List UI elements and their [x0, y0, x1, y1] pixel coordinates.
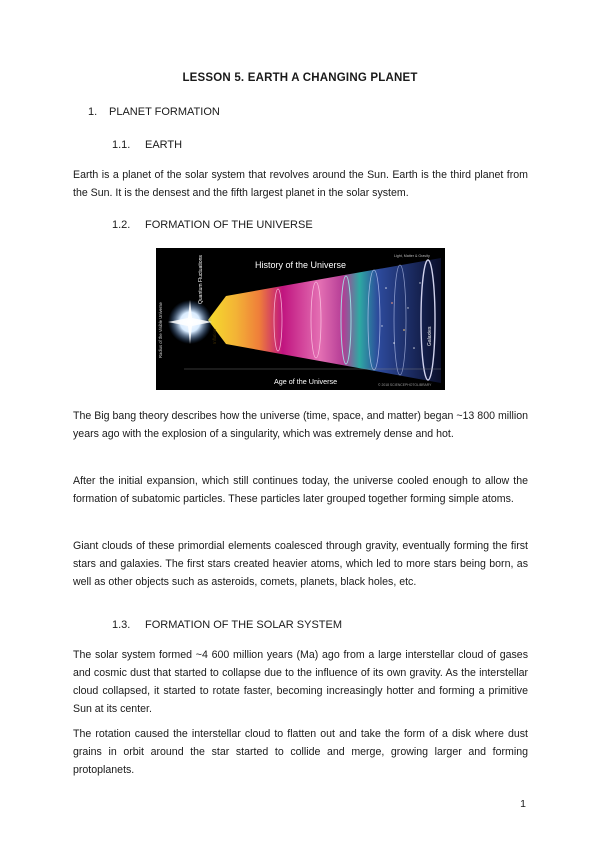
- subsection-number: 1.1.: [112, 139, 131, 151]
- figure-title: History of the Universe: [255, 260, 347, 270]
- section-heading-planet-formation: [88, 106, 220, 118]
- subsection-heading-earth: [112, 139, 182, 151]
- axis-label: Age of the Universe: [274, 377, 338, 386]
- subsection-label: EARTH: [145, 139, 183, 151]
- page-title: LESSON 5. EARTH A CHANGING PLANET: [182, 72, 418, 84]
- paragraph-earth: Earth is a planet of the solar system that revolves around the Sun. Earth is the third planet from the Sun. It is the densest and the fifth largest planet in the solar system.: [73, 169, 528, 199]
- quantum-label: Quantum Fluctuations: [198, 255, 204, 304]
- subsection-number: 1.2.: [112, 219, 131, 231]
- paragraph-solar-disk: The rotation caused the interstellar cloud to flatten out and take the form of a disk where dust grains in orbit around the star started to collide and merge, growing larger and forming protoplanets.: [73, 728, 528, 776]
- paragraph-solar-formation: The solar system formed ~4 600 million years (Ma) ago from a large interstellar cloud of gases and cosmic dust that started to collapse due to the influence of its own gravity. As the interstellar cloud collapsed, it started to rotate faster, becoming increasingly hotter and forming a primitive Sun at its center.: [73, 649, 528, 715]
- paragraph-clouds: Giant clouds of these primordial elements coalesced through gravity, eventually forming the first stars and galaxies. The first stars created heavier atoms, which led to more stars being born, as well as other objects such as asteroids, comets, planets, black holes, etc.: [73, 540, 528, 588]
- subsection-heading-solar-system: [112, 619, 342, 631]
- subsection-label: FORMATION OF THE UNIVERSE: [145, 219, 313, 231]
- history-of-universe-figure: [156, 248, 445, 390]
- legend-text: Light, Matter & Gravity: [394, 254, 430, 258]
- paragraph-expansion: After the initial expansion, which still continues today, the universe cooled enough to allow the formation of subatomic particles. These particles later grouped together forming simple atoms.: [73, 475, 528, 505]
- page-number: 1: [520, 798, 526, 810]
- inflation-label: Inflation: [212, 328, 217, 344]
- universe-diagram: [156, 248, 445, 390]
- subsection-number: 1.3.: [112, 619, 131, 631]
- subsection-label: FORMATION OF THE SOLAR SYSTEM: [145, 619, 343, 631]
- section-label: PLANET FORMATION: [109, 106, 220, 118]
- credit: © 2018 SCIENCEPHOTOLIBRARY: [378, 383, 432, 387]
- paragraph-big-bang: The Big bang theory describes how the universe (time, space, and matter) began ~13 800 million years ago with the explosion of a singularity, which was extremely dense and hot.: [73, 410, 528, 440]
- subsection-heading-universe: [112, 219, 313, 231]
- section-number: 1.: [88, 106, 98, 118]
- galaxies-label: Galaxies: [427, 326, 433, 346]
- radius-label: Radius of the Visible Universe: [158, 302, 163, 358]
